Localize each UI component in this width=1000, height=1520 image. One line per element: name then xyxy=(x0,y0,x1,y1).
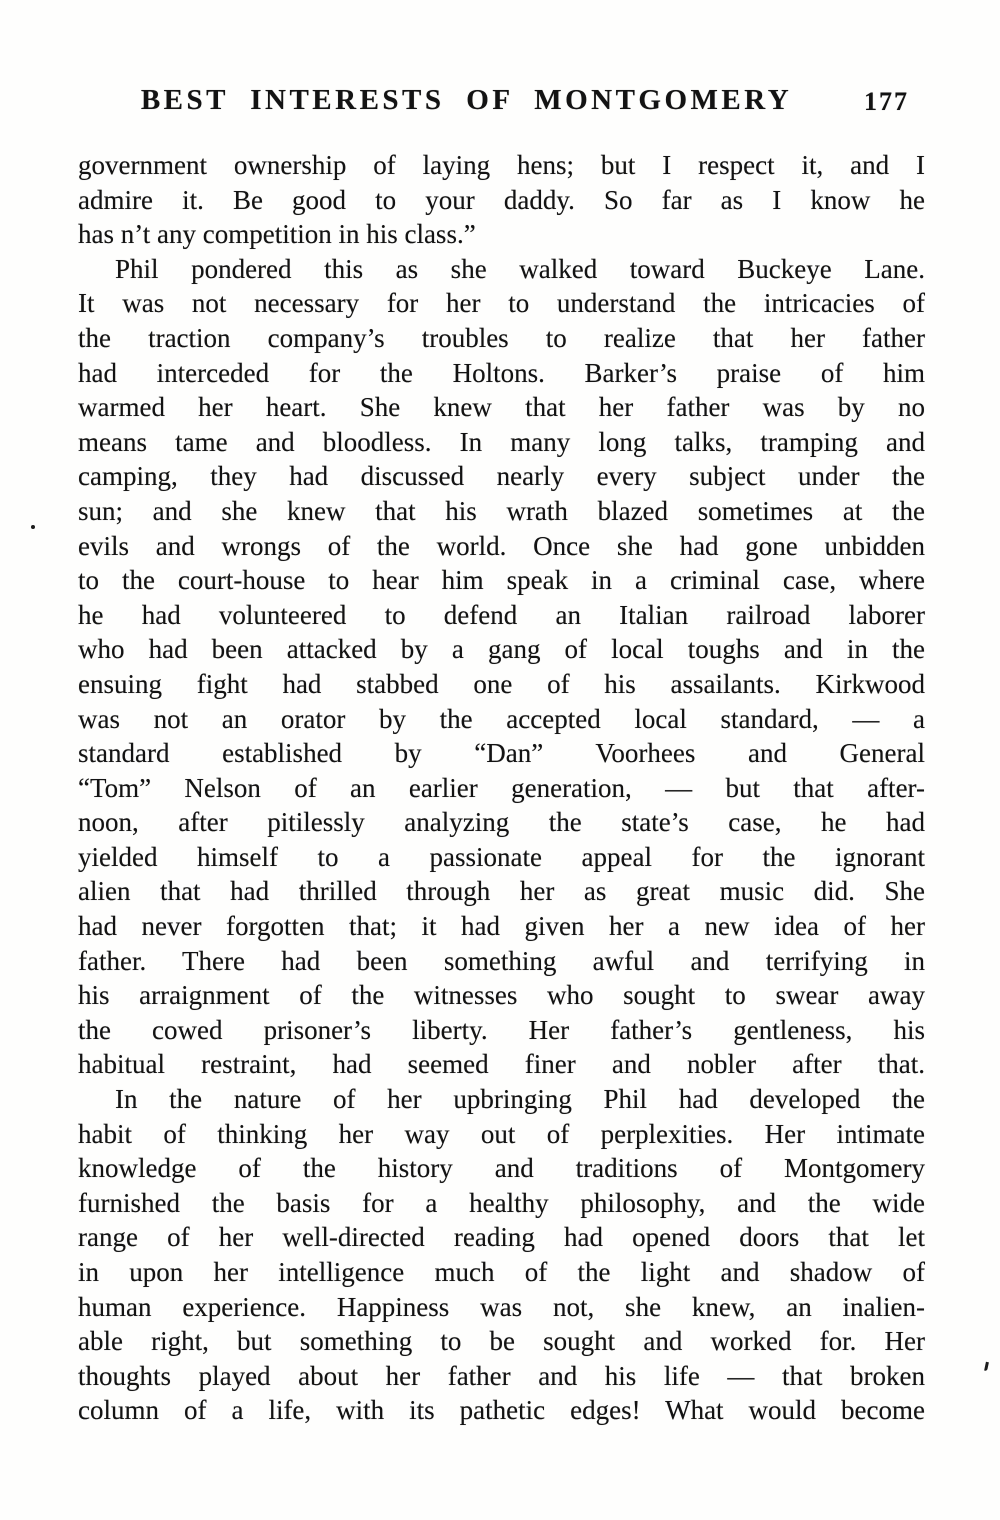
text-line: means tame and bloodless. In many long talks, tramping and xyxy=(78,426,925,457)
text-line: he had volunteered to defend an Italian railroad laborer xyxy=(78,599,925,630)
running-header xyxy=(78,84,925,124)
scan-artifact-mark xyxy=(984,1362,989,1371)
text-line: noon, after pitilessly analyzing the state’s case, he had xyxy=(78,807,925,838)
text-line: column of a life, with its pathetic edges! What would become xyxy=(78,1395,925,1426)
text-line: able right, but something to be sought and worked for. Her xyxy=(78,1326,925,1357)
text-line: “Tom” Nelson of an earlier generation, — but that after- xyxy=(78,772,925,803)
text-line: government ownership of laying hens; but I respect it, and I xyxy=(78,150,925,180)
page-body xyxy=(78,148,925,1428)
paragraph xyxy=(78,148,925,252)
text-line: furnished the basis for a healthy philosophy, and the wide xyxy=(78,1187,925,1218)
text-line: his arraignment of the witnesses who sought to swear away xyxy=(78,980,925,1011)
text-line: father. There had been something awful and terrifying in xyxy=(78,945,925,976)
text-line: admire it. Be good to your daddy. So far as I know he xyxy=(78,184,925,215)
text-line: range of her well-directed reading had opened doors that let xyxy=(78,1222,925,1253)
text-line: Phil pondered this as she walked toward Buckeye Lane. xyxy=(115,253,925,284)
paragraph xyxy=(78,252,925,1082)
text-line: sun; and she knew that his wrath blazed sometimes at the xyxy=(78,495,925,526)
text-line: who had been attacked by a gang of local toughs and in the xyxy=(78,634,925,665)
text-line: ensuing fight had stabbed one of his assailants. Kirkwood xyxy=(78,668,925,699)
text-line: was not an orator by the accepted local standard, — a xyxy=(78,703,925,734)
text-line: had interceded for the Holtons. Barker’s praise of him xyxy=(78,357,925,388)
text-line: thoughts played about her father and his life — that broken xyxy=(78,1360,925,1391)
text-line: had never forgotten that; it had given her a new idea of her xyxy=(78,911,925,942)
text-line: yielded himself to a passionate appeal for the ignorant xyxy=(78,841,925,872)
text-line: alien that had thrilled through her as great music did. She xyxy=(78,876,925,907)
text-line: habit of thinking her way out of perplexities. Her intimate xyxy=(78,1118,925,1149)
text-line: human experience. Happiness was not, she knew, an inalien- xyxy=(78,1291,925,1322)
running-title: BEST INTERESTS OF MONTGOMERY xyxy=(140,84,793,116)
text-line: has n’t any competition in his class.” xyxy=(78,219,476,250)
scan-artifact-dot xyxy=(31,525,35,529)
text-line: evils and wrongs of the world. Once she had gone unbidden xyxy=(78,530,925,561)
paragraph xyxy=(78,1082,925,1428)
page-number: 177 xyxy=(864,87,909,116)
text-line: the traction company’s troubles to realize that her father xyxy=(78,322,925,353)
text-line: camping, they had discussed nearly every subject under the xyxy=(78,461,925,492)
text-line: In the nature of her upbringing Phil had developed the xyxy=(115,1084,925,1115)
text-line: It was not necessary for her to understand the intricacies of xyxy=(78,288,925,319)
text-line: in upon her intelligence much of the light and shadow of xyxy=(78,1257,925,1287)
text-line: standard established by “Dan” Voorhees and General xyxy=(78,738,925,769)
text-line: to the court-house to hear him speak in a criminal case, where xyxy=(78,565,925,596)
text-line: habitual restraint, had seemed finer and nobler after that. xyxy=(78,1049,925,1080)
text-line: knowledge of the history and traditions of Montgomery xyxy=(78,1153,925,1184)
text-line: warmed her heart. She knew that her father was by no xyxy=(78,392,925,423)
text-line: the cowed prisoner’s liberty. Her father’s gentleness, his xyxy=(78,1014,925,1045)
